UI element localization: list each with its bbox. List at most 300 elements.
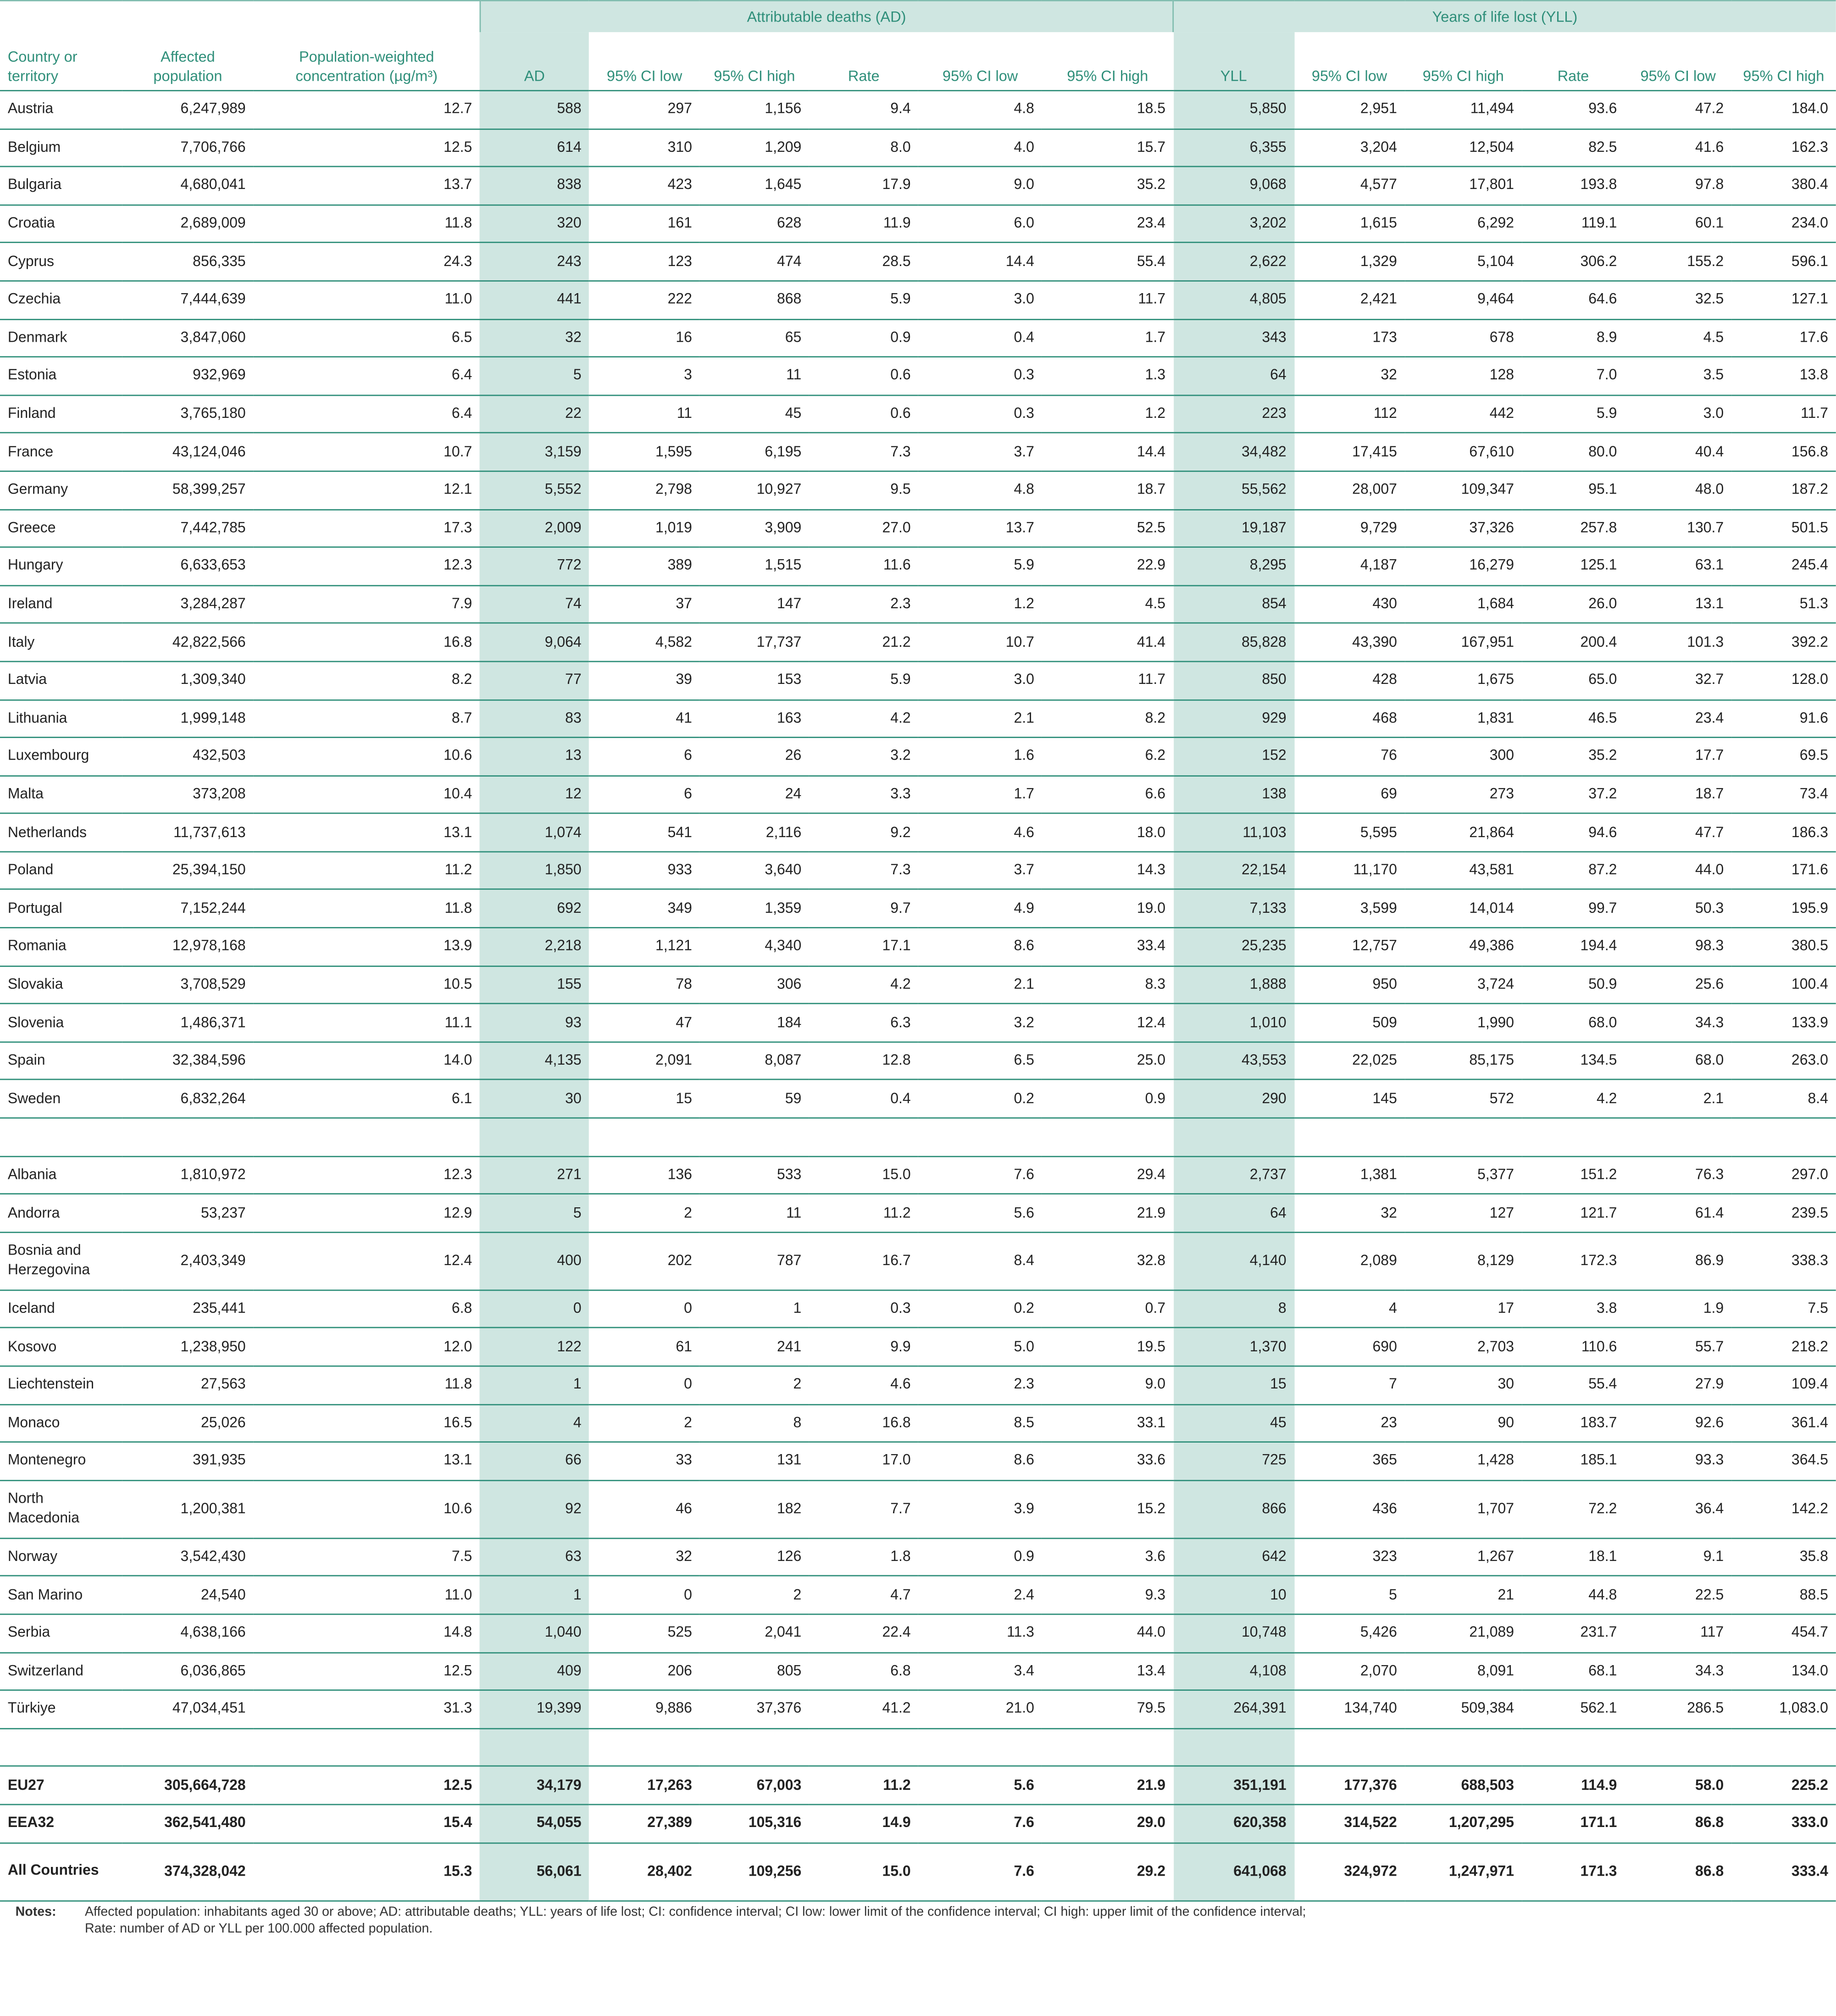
value-cell: 186.3 — [1791, 825, 1828, 840]
value-cell: 76.3 — [1695, 1167, 1724, 1183]
country-cell: Slovakia — [7, 977, 63, 993]
country-cell: Slovenia — [7, 1015, 64, 1031]
value-cell: 34.3 — [1695, 1663, 1724, 1679]
table-row — [0, 738, 1836, 776]
table-row — [0, 700, 1836, 738]
value-cell: 23 — [1381, 1415, 1397, 1431]
value-cell: 23.4 — [1695, 711, 1724, 727]
value-cell: 11,737,613 — [173, 825, 246, 840]
value-cell: 33.1 — [1137, 1415, 1166, 1431]
value-cell: 3 — [684, 368, 692, 384]
value-cell: 18.0 — [1137, 825, 1166, 840]
value-cell: 177,376 — [1344, 1777, 1397, 1794]
table-row — [0, 243, 1836, 281]
value-cell: 392.2 — [1791, 634, 1828, 650]
value-cell: 5 — [1389, 1587, 1397, 1603]
value-cell: 25,394,150 — [172, 863, 246, 878]
value-cell: 6,195 — [765, 444, 802, 460]
table-row — [0, 1366, 1836, 1404]
value-cell: 868 — [777, 292, 802, 308]
value-cell: 23.4 — [1137, 216, 1166, 232]
value-cell: 2,737 — [1173, 1156, 1294, 1194]
value-cell: 436 — [1372, 1501, 1397, 1517]
value-cell: 12.4 — [444, 1253, 472, 1269]
value-cell: 866 — [1173, 1480, 1294, 1538]
value-cell: 11.3 — [1007, 1625, 1034, 1641]
value-cell: 26.0 — [1588, 596, 1617, 612]
value-cell: 805 — [777, 1663, 802, 1679]
value-cell: 27,389 — [647, 1816, 692, 1832]
value-cell: 12.5 — [444, 140, 472, 156]
country-cell: Austria — [7, 102, 54, 117]
value-cell: 6.4 — [451, 368, 472, 384]
value-cell: 950 — [1372, 977, 1397, 993]
value-cell: 588 — [480, 91, 589, 129]
value-cell: 72.2 — [1588, 1501, 1617, 1517]
table-row — [0, 1442, 1836, 1480]
value-cell: 2,009 — [480, 509, 589, 547]
country-cell: Bosnia and Herzegovina — [7, 1243, 90, 1278]
value-cell: 9,064 — [480, 623, 589, 661]
value-cell: 4,340 — [765, 939, 802, 955]
value-cell: 6,247,989 — [180, 102, 246, 117]
value-cell: 33.4 — [1137, 939, 1166, 955]
spacer-cell — [122, 1118, 253, 1156]
value-cell: 11.2 — [883, 1777, 911, 1794]
spacer-cell — [809, 1728, 918, 1766]
value-cell: 0 — [480, 1290, 589, 1328]
value-cell: 9,464 — [1477, 292, 1514, 308]
value-cell: 44.0 — [1695, 863, 1724, 878]
value-cell: 1,707 — [1477, 1501, 1514, 1517]
value-cell: 271 — [480, 1156, 589, 1194]
value-cell: 45 — [785, 406, 802, 422]
value-cell: 2,689,009 — [180, 216, 246, 232]
value-cell: 1.8 — [890, 1549, 911, 1565]
value-cell: 13.7 — [1005, 520, 1034, 536]
table-row — [0, 1690, 1836, 1728]
value-cell: 156.8 — [1791, 444, 1828, 460]
value-cell: 442 — [1489, 406, 1514, 422]
spacer-cell — [1173, 1118, 1294, 1156]
value-cell: 29.0 — [1137, 1816, 1166, 1832]
spacer-cell — [1625, 1118, 1731, 1156]
value-cell: 6,633,653 — [180, 558, 246, 574]
value-cell: 69.5 — [1799, 749, 1828, 765]
value-cell: 35.2 — [1137, 178, 1166, 194]
value-cell: 18.7 — [1695, 787, 1724, 803]
value-cell: 12.3 — [444, 1167, 472, 1183]
value-cell: 933 — [667, 863, 692, 878]
value-cell: 142.2 — [1791, 1501, 1828, 1517]
value-cell: 185.1 — [1580, 1453, 1617, 1469]
value-cell: 6.5 — [451, 330, 472, 346]
value-cell: 7.5 — [451, 1549, 472, 1565]
value-cell: 24 — [785, 787, 802, 803]
value-cell: 10,748 — [1173, 1614, 1294, 1652]
table-row — [0, 129, 1836, 167]
value-cell: 4.6 — [890, 1377, 911, 1393]
value-cell: 134,740 — [1344, 1701, 1397, 1717]
value-cell: 21.0 — [1005, 1701, 1034, 1717]
country-cell: Netherlands — [7, 825, 87, 840]
country-cell: Serbia — [7, 1625, 50, 1641]
value-cell: 17.3 — [444, 520, 472, 536]
value-cell: 173 — [1372, 330, 1397, 346]
value-cell: 11.8 — [444, 901, 472, 916]
value-cell: 11.6 — [883, 558, 911, 574]
value-cell: 614 — [480, 129, 589, 167]
value-cell: 9,729 — [1360, 520, 1397, 536]
value-cell: 9.0 — [1014, 178, 1034, 194]
value-cell: 8.4 — [1808, 1091, 1828, 1107]
table-row — [0, 1156, 1836, 1194]
spacer-cell — [1173, 1728, 1294, 1766]
spacer-cell — [0, 1118, 122, 1156]
value-cell: 48.0 — [1695, 482, 1724, 498]
spacer-row — [0, 1118, 1836, 1156]
value-cell: 1,200,381 — [180, 1501, 246, 1517]
spacer-cell — [0, 1728, 122, 1766]
value-cell: 5,595 — [1360, 825, 1397, 840]
value-cell: 1,083.0 — [1779, 1701, 1828, 1717]
value-cell: 7,152,244 — [180, 901, 246, 916]
value-cell: 6.6 — [1145, 787, 1166, 803]
country-cell: Romania — [7, 939, 67, 955]
value-cell: 0.3 — [1014, 406, 1034, 422]
value-cell: 17.6 — [1799, 330, 1828, 346]
value-cell: 98.3 — [1695, 939, 1724, 955]
value-cell: 2,041 — [765, 1625, 802, 1641]
value-cell: 43,581 — [1469, 863, 1514, 878]
value-cell: 61.4 — [1695, 1205, 1724, 1221]
value-cell: 297 — [667, 102, 692, 117]
country-cell: Croatia — [7, 216, 55, 232]
value-cell: 2,421 — [1360, 292, 1397, 308]
value-cell: 305,664,728 — [164, 1777, 246, 1794]
value-cell: 3.2 — [890, 749, 911, 765]
value-cell: 273 — [1489, 787, 1514, 803]
value-cell: 454.7 — [1791, 1625, 1828, 1641]
value-cell: 28,402 — [647, 1864, 692, 1879]
value-cell: 7.6 — [1014, 1167, 1034, 1183]
value-cell: 5.0 — [1014, 1339, 1034, 1355]
value-cell: 9,068 — [1173, 167, 1294, 205]
spacer-row — [0, 1728, 1836, 1766]
value-cell: 86.8 — [1695, 1816, 1724, 1832]
value-cell: 4.2 — [890, 711, 911, 727]
country-cell: Kosovo — [7, 1339, 57, 1355]
value-cell: 1,370 — [1173, 1328, 1294, 1366]
value-cell: 78 — [676, 977, 692, 993]
value-cell: 0.9 — [1014, 1549, 1034, 1565]
value-cell: 36.4 — [1695, 1501, 1724, 1517]
value-cell: 7,442,785 — [180, 520, 246, 536]
value-cell: 11 — [786, 368, 802, 384]
value-cell: 13.8 — [1799, 368, 1828, 384]
value-cell: 11,494 — [1470, 102, 1514, 117]
value-cell: 1 — [793, 1301, 802, 1317]
country-cell: Germany — [7, 482, 68, 498]
country-cell: Italy — [7, 634, 35, 650]
value-cell: 7.3 — [890, 863, 911, 878]
value-cell: 88.5 — [1799, 1587, 1828, 1603]
value-cell: 43,124,046 — [172, 444, 246, 460]
country-cell: Lithuania — [7, 711, 67, 727]
value-cell: 6,036,865 — [180, 1663, 246, 1679]
spacer-cell — [1042, 1728, 1173, 1766]
value-cell: 7.3 — [890, 444, 911, 460]
value-cell: 362,541,480 — [164, 1816, 246, 1832]
value-cell: 929 — [1173, 700, 1294, 738]
value-cell: 63.1 — [1695, 558, 1724, 574]
value-cell: 1.6 — [1014, 749, 1034, 765]
group-header-row — [0, 0, 1836, 32]
value-cell: 2,951 — [1360, 102, 1397, 117]
value-cell: 19,187 — [1173, 509, 1294, 547]
spacer-cell — [918, 1728, 1042, 1766]
value-cell: 4,187 — [1360, 558, 1397, 574]
value-cell: 772 — [480, 547, 589, 585]
value-cell: 2.4 — [1014, 1587, 1034, 1603]
column-header: Rate — [1557, 68, 1589, 85]
value-cell: 3,159 — [480, 433, 589, 471]
value-cell: 19.0 — [1137, 901, 1166, 916]
value-cell: 3.3 — [890, 787, 911, 803]
value-cell: 1,209 — [765, 140, 802, 156]
value-cell: 4,135 — [480, 1042, 589, 1080]
value-cell: 29.2 — [1137, 1864, 1166, 1879]
value-cell: 15.7 — [1137, 140, 1166, 156]
value-cell: 39 — [676, 672, 692, 689]
value-cell: 12.7 — [444, 102, 472, 117]
table-row — [0, 1042, 1836, 1080]
value-cell: 4,108 — [1173, 1652, 1294, 1690]
value-cell: 136 — [667, 1167, 692, 1183]
value-cell: 123 — [667, 254, 692, 270]
value-cell: 8.0 — [890, 140, 911, 156]
value-cell: 54,055 — [480, 1805, 589, 1843]
value-cell: 17.1 — [882, 939, 911, 955]
value-cell: 184 — [777, 1015, 802, 1031]
value-cell: 21.2 — [882, 634, 911, 650]
value-cell: 2,798 — [655, 482, 692, 498]
value-cell: 2 — [793, 1587, 802, 1603]
spacer-cell — [1522, 1118, 1625, 1156]
value-cell: 688,503 — [1461, 1777, 1514, 1794]
value-cell: 1,247,971 — [1448, 1864, 1514, 1879]
value-cell: 4,638,166 — [180, 1625, 246, 1641]
column-header: 95% CI low — [606, 68, 682, 85]
table-row — [0, 319, 1836, 357]
value-cell: 4.7 — [890, 1587, 911, 1603]
table-row — [0, 167, 1836, 205]
value-cell: 0.9 — [1145, 1091, 1166, 1107]
value-cell: 509 — [1372, 1015, 1397, 1031]
table-row — [0, 1080, 1836, 1118]
column-header: AD — [480, 32, 589, 91]
value-cell: 95.1 — [1588, 482, 1617, 498]
value-cell: 12.9 — [444, 1205, 472, 1221]
value-cell: 932,969 — [193, 368, 246, 384]
spacer-cell — [480, 1728, 589, 1766]
column-header: 95% CI low — [1311, 68, 1387, 85]
value-cell: 5.9 — [1014, 558, 1034, 574]
column-header: 95% CI high — [1743, 68, 1825, 85]
value-cell: 55,562 — [1173, 471, 1294, 509]
spacer-cell — [1294, 1118, 1404, 1156]
country-cell: Ireland — [7, 596, 53, 612]
value-cell: 37,326 — [1469, 520, 1514, 536]
value-cell: 152 — [1173, 738, 1294, 776]
value-cell: 4,680,041 — [180, 178, 246, 194]
spacer-cell — [1294, 1728, 1404, 1766]
value-cell: 7 — [1389, 1377, 1397, 1393]
value-cell: 99.7 — [1588, 901, 1617, 916]
value-cell: 6 — [684, 787, 692, 803]
value-cell: 83 — [480, 700, 589, 738]
value-cell: 183.7 — [1580, 1415, 1617, 1431]
value-cell: 8.4 — [1014, 1253, 1034, 1269]
value-cell: 474 — [777, 254, 802, 270]
table-row — [0, 1328, 1836, 1366]
value-cell: 1,238,950 — [180, 1339, 246, 1355]
column-header: 95% CI low — [942, 68, 1018, 85]
country-cell: Finland — [7, 406, 56, 422]
value-cell: 1,684 — [1477, 596, 1514, 612]
spacer-cell — [253, 1728, 480, 1766]
value-cell: 7,133 — [1173, 890, 1294, 928]
value-cell: 501.5 — [1791, 520, 1828, 536]
value-cell: 11.7 — [1801, 406, 1828, 422]
value-cell: 59 — [785, 1091, 802, 1107]
notes-line: Affected population: inhabitants aged 30 or above; AD: attributable deaths; YLL: years of life lost; CI: confidence interval; CI low: lower limit of the confidence interval; CI high: upper limit of the confidence interval; — [84, 1905, 1306, 1920]
value-cell: 73.4 — [1799, 787, 1828, 803]
country-cell: Poland — [7, 863, 54, 878]
value-cell: 572 — [1489, 1091, 1514, 1107]
value-cell: 3.7 — [1014, 444, 1034, 460]
value-cell: 374,328,042 — [164, 1864, 246, 1879]
value-cell: 34,179 — [480, 1766, 589, 1805]
value-cell: 1,675 — [1477, 672, 1514, 689]
value-cell: 2,703 — [1477, 1339, 1514, 1355]
value-cell: 67,610 — [1469, 444, 1514, 460]
value-cell: 22 — [480, 395, 589, 433]
value-cell: 13.4 — [1137, 1663, 1166, 1679]
value-cell: 4.5 — [1703, 330, 1724, 346]
value-cell: 4 — [1389, 1301, 1397, 1317]
value-cell: 6.0 — [1014, 216, 1034, 232]
value-cell: 6.2 — [1145, 749, 1166, 765]
value-cell: 13.1 — [1695, 596, 1724, 612]
value-cell: 441 — [480, 281, 589, 319]
value-cell: 2.1 — [1014, 977, 1034, 993]
table-row — [0, 966, 1836, 1004]
value-cell: 5,377 — [1477, 1167, 1514, 1183]
value-cell: 200.4 — [1580, 634, 1617, 650]
value-cell: 1,595 — [655, 444, 692, 460]
country-cell: Montenegro — [7, 1453, 86, 1469]
country-cell: All Countries — [7, 1863, 99, 1879]
group-header-ad: Attributable deaths (AD) — [480, 0, 1173, 32]
spacer-cell — [700, 1728, 809, 1766]
value-cell: 28,007 — [1352, 482, 1397, 498]
value-cell: 17,801 — [1469, 178, 1514, 194]
value-cell: 3.9 — [1014, 1501, 1034, 1517]
spacer-cell — [1522, 1728, 1625, 1766]
notes-label: Notes: — [15, 1905, 56, 1920]
country-cell: Sweden — [7, 1091, 61, 1107]
value-cell: 2 — [684, 1415, 692, 1431]
value-cell: 628 — [777, 216, 802, 232]
value-cell: 93.6 — [1588, 102, 1617, 117]
table-row — [0, 661, 1836, 700]
value-cell: 257.8 — [1580, 520, 1617, 536]
column-header: Affected population — [153, 49, 222, 85]
value-cell: 44.8 — [1588, 1587, 1617, 1603]
value-cell: 5 — [480, 1194, 589, 1232]
value-cell: 1,850 — [480, 852, 589, 890]
value-cell: 380.4 — [1791, 178, 1828, 194]
value-cell: 41.6 — [1695, 140, 1724, 156]
value-cell: 3,724 — [1477, 977, 1514, 993]
value-cell: 22,025 — [1352, 1053, 1397, 1069]
value-cell: 202 — [667, 1253, 692, 1269]
country-cell: Belgium — [7, 140, 61, 156]
value-cell: 692 — [480, 890, 589, 928]
spacer-cell — [480, 1118, 589, 1156]
value-cell: 101.3 — [1687, 634, 1724, 650]
value-cell: 65 — [785, 330, 802, 346]
value-cell: 3,284,287 — [180, 596, 246, 612]
column-header: Rate — [848, 68, 880, 85]
value-cell: 4.0 — [1014, 140, 1034, 156]
column-header: Country or territory — [7, 49, 78, 85]
value-cell: 3.0 — [1703, 406, 1724, 422]
value-cell: 19.5 — [1137, 1339, 1166, 1355]
value-cell: 32.8 — [1137, 1253, 1166, 1269]
value-cell: 13.1 — [444, 825, 472, 840]
country-cell: Hungary — [7, 558, 63, 574]
table-row — [0, 1614, 1836, 1652]
value-cell: 8,087 — [765, 1053, 802, 1069]
value-cell: 0 — [684, 1587, 692, 1603]
value-cell: 2 — [684, 1205, 692, 1221]
spacer-cell — [1731, 1118, 1836, 1156]
value-cell: 5.6 — [1014, 1777, 1034, 1794]
value-cell: 14.4 — [1005, 254, 1034, 270]
value-cell: 94.6 — [1588, 825, 1617, 840]
value-cell: 26 — [785, 749, 802, 765]
value-cell: 9.2 — [890, 825, 911, 840]
value-cell: 5.6 — [1014, 1205, 1034, 1221]
value-cell: 8 — [1173, 1290, 1294, 1328]
value-cell: 18.5 — [1137, 102, 1166, 117]
value-cell: 18.7 — [1137, 482, 1166, 498]
country-cell: Andorra — [7, 1205, 60, 1221]
table-row — [0, 547, 1836, 585]
value-cell: 6.1 — [451, 1091, 472, 1107]
country-cell: North Macedonia — [7, 1491, 80, 1526]
value-cell: 25.0 — [1137, 1053, 1166, 1069]
value-cell: 4.6 — [1014, 825, 1034, 840]
value-cell: 17,737 — [756, 634, 802, 650]
table-row — [0, 1194, 1836, 1232]
value-cell: 27,563 — [200, 1377, 246, 1393]
value-cell: 33 — [676, 1453, 692, 1469]
value-cell: 25,235 — [1173, 928, 1294, 966]
value-cell: 12,504 — [1469, 140, 1514, 156]
